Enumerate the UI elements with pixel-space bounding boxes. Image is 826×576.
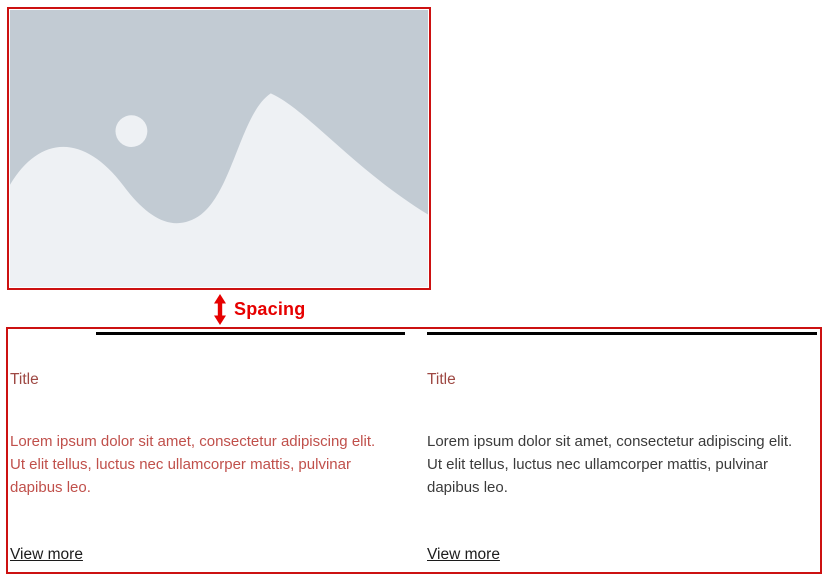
body-line: dapibus leo. [427,479,508,496]
card-right-divider [427,332,817,335]
body-line: Lorem ipsum dolor sit amet, consectetur adipiscing elit. [427,433,793,450]
card-left-body [10,430,406,499]
image-placeholder-mountain-sun-icon [10,10,428,287]
body-line: dapibus leo. [10,479,91,496]
spacing-indicator [213,292,305,327]
card-right [427,329,817,572]
card-right-title: Title [427,371,456,388]
view-more-link-right[interactable]: View more [427,546,500,563]
image-placeholder [7,7,431,290]
card-right-body [427,430,817,499]
body-line: Lorem ipsum dolor sit amet, consectetur adipiscing elit. [10,433,376,450]
card-left-divider [96,332,405,335]
vertical-double-arrow-icon [213,293,227,326]
view-more-link-left[interactable]: View more [10,546,83,563]
card-left-title: Title [10,371,39,388]
spacing-label: Spacing [234,299,306,319]
card-left [10,329,406,572]
body-line: Ut elit tellus, luctus nec ullamcorper mattis, pulvinar [10,456,351,473]
body-line: Ut elit tellus, luctus nec ullamcorper mattis, pulvinar [427,456,768,473]
cards-container [6,327,822,574]
